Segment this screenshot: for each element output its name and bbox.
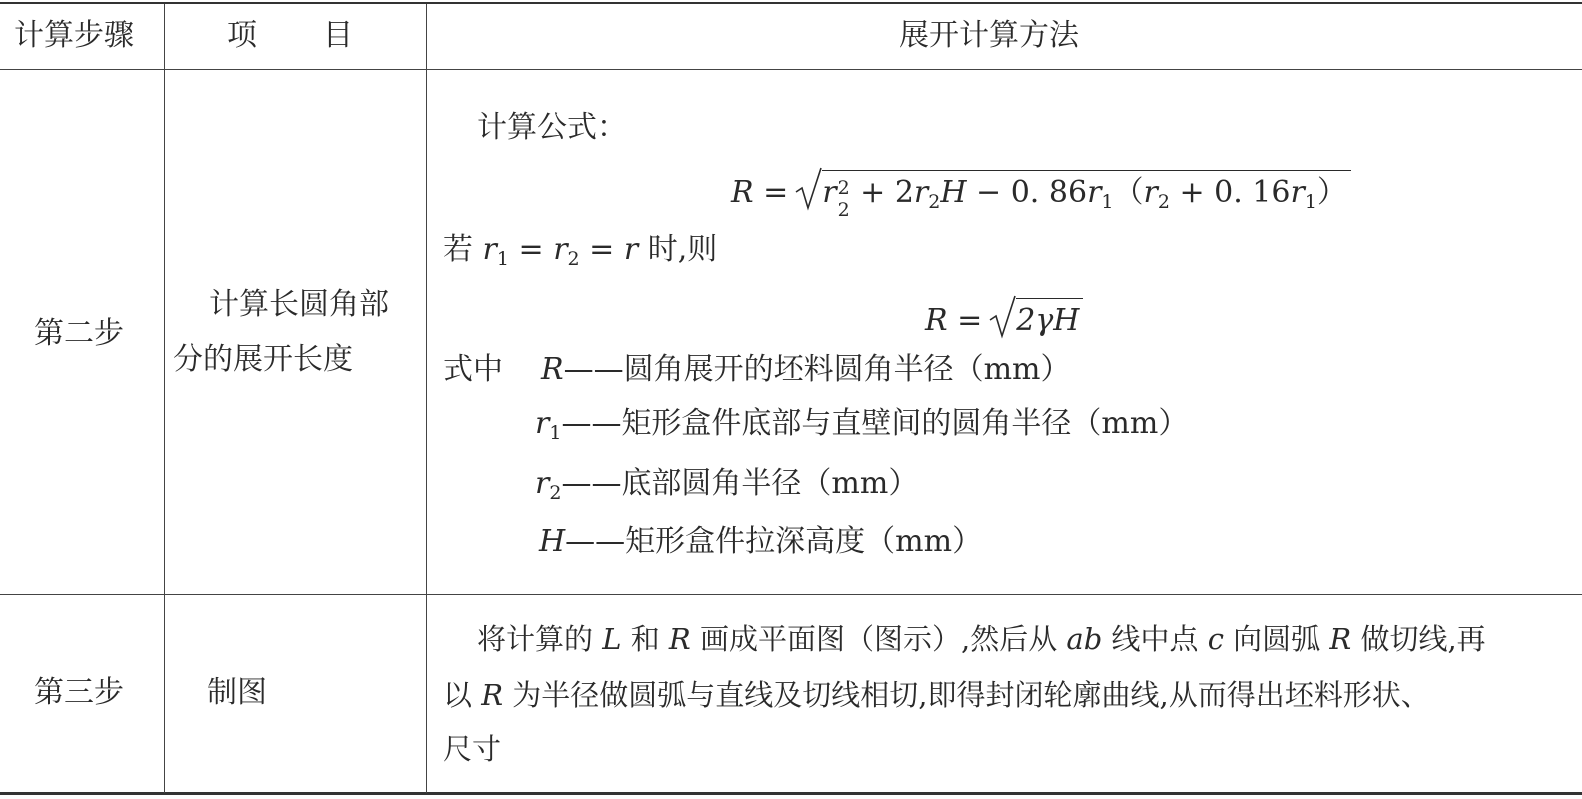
legend-r1-text: ——矩形盒件底部与直壁间的圆角半径（mm） [561,406,1189,441]
formula2-sqrt [988,298,1083,341]
condition-line [443,230,717,279]
f1-mid3: + 0. 16 [1169,175,1291,210]
formula1-sqrt [794,170,1351,222]
step3-item-label: 制图 [207,675,267,710]
f1-r2-sub: 2 [837,199,850,221]
formula2-rhs: 2γH [1016,298,1083,341]
step3-step-cell [0,595,164,793]
s3-l1-b: 和 [621,622,669,656]
step3-line1 [477,619,1486,659]
legend-R-symbol: R [541,352,564,387]
legend-r1 [535,404,1188,453]
s3-l2-b: 为半径做圆弧与直线及切线相切,即得封闭轮廓曲线,从而得出坯料形状、 [503,678,1430,712]
header-cell-method [427,4,1582,69]
s3-l1-c: 画成平面图（图示）,然后从 [690,622,1067,656]
cond-r: r [623,232,639,267]
step3-method-cell [427,595,1582,793]
cond-r2: r [553,232,568,267]
table-header-row [0,4,1582,70]
step2-step-label: 第二步 [34,316,124,351]
f1-r1b: r [1290,175,1305,210]
legend-H-symbol: H [539,524,566,559]
f1-paren-open: （ [1113,175,1144,210]
legend-r2-text: ——底部圆角半径（mm） [561,466,919,501]
table-row-step2 [0,70,1582,595]
step2-method-cell [427,70,1582,594]
f1-r2b: r [913,175,929,210]
legend-R-text: ——圆角展开的坯料圆角半径（mm） [563,352,1071,387]
header-cell-item [165,4,426,69]
s3-l1-L: L [602,622,622,656]
s3-l1-ab: ab [1066,622,1103,656]
f1-H: H [940,175,967,210]
formula1-lhs: R = [731,175,789,210]
f1-mid1: + 2 [850,175,914,210]
f1-mid2: − 0. 86 [966,175,1088,210]
cond-suffix: 时,则 [638,232,718,267]
cond-prefix: 若 [443,232,483,267]
cond-r1-sub: 1 [496,248,509,270]
cond-r2-sub: 2 [567,248,580,270]
s3-l1-d: 线中点 [1102,622,1208,656]
s3-l2-a: 以 [443,678,482,712]
legend-r2-symbol: r [535,466,550,501]
f1-r2-sup: 2 [837,177,850,199]
f1-r1-sub: 1 [1101,191,1114,213]
legend-H [539,522,982,562]
sqrt-sign-icon [988,294,1016,340]
s3-l1-R2: R [1329,622,1352,656]
s3-l1-cpt: c [1207,622,1224,656]
cond-r1: r [482,232,497,267]
header-cell-step [0,4,164,69]
cond-eq1: = [508,232,554,267]
header-item-label: 项 目 [227,18,355,53]
table-row-step3 [0,595,1582,793]
legend-H-text: ——矩形盒件拉深高度（mm） [565,524,983,559]
cond-eq2: = [579,232,624,267]
s3-l1-a: 将计算的 [477,622,603,656]
step3-line3: 尺寸 [443,732,502,766]
f1-r2b-sub: 2 [928,191,941,213]
s3-l1-e: 向圆弧 [1223,622,1330,656]
f1-r2c: r [1143,175,1158,210]
step2-item-line1: 计算长圆角部 [209,287,389,322]
f1-r1: r [1087,175,1102,210]
s3-l2-R: R [481,678,504,712]
f1-r2c-sub: 2 [1157,191,1170,213]
step3-item-cell [165,595,426,793]
legend-r2 [535,464,918,513]
legend-r1-symbol: r [535,406,550,441]
s3-l1-f: 做切线,再 [1351,622,1486,656]
sqrt-sign-icon [794,166,822,212]
legend-r1-sub: 1 [549,422,562,444]
formula-main [731,170,1351,222]
legend-r2-sub: 2 [549,482,562,504]
s3-l1-R: R [668,622,691,656]
formula2-lhs: R = [925,303,983,338]
step3-line2 [443,675,1430,715]
header-method-label: 展开计算方法 [899,18,1079,53]
step2-item-cell [165,70,426,594]
legend-prefix: 式中 [443,352,503,387]
f1-paren-close: ） [1316,175,1347,210]
step2-item-line2: 分的展开长度 [173,342,353,377]
header-step-label: 计算步骤 [14,18,134,53]
step3-step-label: 第三步 [34,675,124,710]
method-table [0,2,1582,795]
legend-R [541,350,1071,390]
f1-r2: r [822,175,837,210]
step2-step-cell [0,70,164,594]
formula-label: 计算公式： [477,110,627,145]
f1-r1b-sub: 1 [1304,191,1317,213]
formula-simplified [925,298,1083,341]
